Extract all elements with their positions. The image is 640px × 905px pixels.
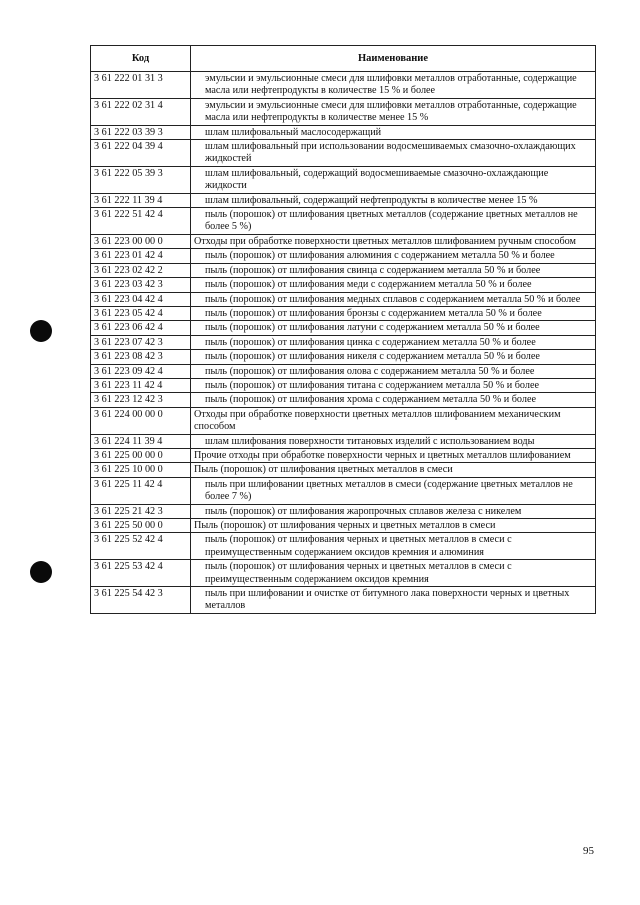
table-row — [91, 407, 596, 434]
waste-name: Отходы при обработке поверхности цветных металлов шлифованием ручным способом — [194, 235, 576, 247]
waste-name-cell — [191, 350, 596, 364]
waste-name-cell — [191, 477, 596, 504]
waste-name-cell — [191, 98, 596, 125]
waste-code: 3 61 224 00 00 0 — [91, 407, 191, 434]
waste-name: пыль (порошок) от шлифования медных сплавов с содержанием металла 50 % и более — [205, 293, 581, 305]
waste-code: 3 61 225 11 42 4 — [91, 477, 191, 504]
waste-name-cell — [191, 434, 596, 448]
waste-code: 3 61 223 09 42 4 — [91, 364, 191, 378]
waste-name: пыль (порошок) от шлифования цинка с содержанием металла 50 % и более — [205, 336, 536, 348]
waste-code: 3 61 225 53 42 4 — [91, 560, 191, 587]
table-row — [91, 125, 596, 139]
waste-name: шлам шлифовальный, содержащий нефтепродукты в количестве менее 15 % — [205, 194, 538, 206]
table-row — [91, 234, 596, 248]
waste-code: 3 61 222 51 42 4 — [91, 208, 191, 235]
waste-name: шлам шлифования поверхности титановых изделий с использованием воды — [205, 435, 535, 447]
table-header-row — [91, 46, 596, 72]
waste-code: 3 61 225 52 42 4 — [91, 533, 191, 560]
waste-name: пыль (порошок) от шлифования цветных металлов (содержание цветных металлов не более 5 %) — [205, 209, 578, 233]
table-row — [91, 434, 596, 448]
waste-name: пыль при шлифовании цветных металлов в смеси (содержание цветных металлов не более 7 %) — [205, 478, 573, 503]
waste-code: 3 61 223 02 42 2 — [91, 263, 191, 277]
waste-name-cell — [191, 335, 596, 349]
column-header-name: Наименование — [191, 46, 596, 72]
waste-name-cell — [191, 378, 596, 392]
table-row — [91, 292, 596, 306]
table-row — [91, 166, 596, 193]
waste-name-cell — [191, 407, 596, 434]
punch-hole — [30, 320, 52, 342]
waste-name: эмульсии и эмульсионные смеси для шлифовки металлов отработанные, содержащие масла или нефтепродукты в количестве 15 % и более — [205, 73, 577, 97]
waste-name-cell — [191, 533, 596, 560]
waste-name-cell — [191, 463, 596, 477]
page-number: 95 — [583, 845, 594, 857]
waste-name-cell — [191, 393, 596, 407]
waste-code: 3 61 223 07 42 3 — [91, 335, 191, 349]
waste-name-cell — [191, 321, 596, 335]
waste-name-cell — [191, 193, 596, 207]
table-row — [91, 560, 596, 587]
waste-code: 3 61 224 11 39 4 — [91, 434, 191, 448]
waste-name-cell — [191, 125, 596, 139]
waste-code: 3 61 222 01 31 3 — [91, 72, 191, 99]
waste-name: шлам шлифовальный при использовании водосмешиваемых смазочно-охлаждающих жидкостей — [205, 141, 576, 165]
table-row — [91, 448, 596, 462]
table-row — [91, 278, 596, 292]
table-row — [91, 463, 596, 477]
waste-code: 3 61 222 04 39 4 — [91, 140, 191, 167]
table-row — [91, 364, 596, 378]
waste-code: 3 61 225 10 00 0 — [91, 463, 191, 477]
waste-code: 3 61 225 50 00 0 — [91, 519, 191, 533]
waste-code: 3 61 223 00 00 0 — [91, 234, 191, 248]
waste-name: пыль (порошок) от шлифования титана с содержанием металла 50 % и более — [205, 379, 540, 391]
waste-code: 3 61 223 01 42 4 — [91, 249, 191, 263]
waste-code: 3 61 223 03 42 3 — [91, 278, 191, 292]
waste-name-cell — [191, 587, 596, 614]
waste-name: пыль (порошок) от шлифования никеля с содержанием металла 50 % и более — [205, 351, 540, 363]
waste-code: 3 61 223 12 42 3 — [91, 393, 191, 407]
waste-code: 3 61 223 06 42 4 — [91, 321, 191, 335]
waste-name: пыль при шлифовании и очистке от битумного лака поверхности черных и цветных металлов — [205, 588, 570, 612]
table-row — [91, 587, 596, 614]
waste-name: Пыль (порошок) от шлифования цветных металлов в смеси — [194, 464, 453, 476]
table-row — [91, 249, 596, 263]
waste-name: пыль (порошок) от шлифования черных и цветных металлов в смеси с преимущественным содержанием оксидов кремния и алюминия — [205, 534, 512, 558]
waste-name: шлам шлифовальный, содержащий водосмешиваемые смазочно-охлаждающие жидкости — [205, 167, 549, 192]
table-row — [91, 208, 596, 235]
waste-name: пыль (порошок) от шлифования меди с содержанием металла 50 % и более — [205, 279, 532, 291]
waste-code: 3 61 223 11 42 4 — [91, 378, 191, 392]
waste-code: 3 61 222 11 39 4 — [91, 193, 191, 207]
waste-code: 3 61 223 08 42 3 — [91, 350, 191, 364]
waste-name-cell — [191, 306, 596, 320]
table-row — [91, 98, 596, 125]
waste-name-cell — [191, 519, 596, 533]
waste-name-cell — [191, 166, 596, 193]
table-row — [91, 321, 596, 335]
waste-name-cell — [191, 560, 596, 587]
table-row — [91, 72, 596, 99]
waste-name-cell — [191, 249, 596, 263]
waste-name: пыль (порошок) от шлифования бронзы с содержанием металла 50 % и более — [205, 307, 542, 319]
table-row — [91, 378, 596, 392]
waste-code: 3 61 225 21 42 3 — [91, 504, 191, 518]
waste-name: Пыль (порошок) от шлифования черных и цветных металлов в смеси — [194, 520, 496, 531]
waste-name-cell — [191, 292, 596, 306]
waste-name: шлам шлифовальный маслосодержащий — [205, 126, 382, 138]
waste-name-cell — [191, 504, 596, 518]
waste-name-cell — [191, 364, 596, 378]
waste-code: 3 61 225 00 00 0 — [91, 448, 191, 462]
table-row — [91, 335, 596, 349]
waste-name: пыль (порошок) от шлифования алюминия с содержанием металла 50 % и более — [205, 250, 555, 262]
waste-code: 3 61 223 05 42 4 — [91, 306, 191, 320]
table-row — [91, 193, 596, 207]
waste-name-cell — [191, 448, 596, 462]
table-row — [91, 263, 596, 277]
table-row — [91, 533, 596, 560]
waste-code: 3 61 222 02 31 4 — [91, 98, 191, 125]
waste-name: пыль (порошок) от шлифования жаропрочных сплавов железа с никелем — [205, 505, 522, 517]
table-row — [91, 350, 596, 364]
waste-name-cell — [191, 263, 596, 277]
punch-hole — [30, 561, 52, 583]
waste-name-cell — [191, 208, 596, 235]
waste-name: Прочие отходы при обработке поверхности черных и цветных металлов шлифованием — [194, 449, 571, 461]
waste-name: пыль (порошок) от шлифования олова с содержанием металла 50 % и более — [205, 365, 535, 377]
waste-name: Отходы при обработке поверхности цветных металлов шлифованием механическим способом — [194, 408, 561, 433]
waste-codes-table — [90, 45, 596, 614]
waste-name: пыль (порошок) от шлифования черных и цветных металлов в смеси с преимущественным содержанием оксидов кремния — [205, 561, 512, 585]
waste-code: 3 61 223 04 42 4 — [91, 292, 191, 306]
waste-name: пыль (порошок) от шлифования хрома с содержанием металла 50 % и более — [205, 394, 537, 406]
waste-name-cell — [191, 140, 596, 167]
waste-name-cell — [191, 278, 596, 292]
table-row — [91, 504, 596, 518]
column-header-code: Код — [91, 46, 191, 72]
waste-name: эмульсии и эмульсионные смеси для шлифовки металлов отработанные, содержащие масла или нефтепродукты в количестве менее 15 % — [205, 99, 577, 124]
table-row — [91, 393, 596, 407]
table-row — [91, 140, 596, 167]
waste-code: 3 61 222 05 39 3 — [91, 166, 191, 193]
waste-name: пыль (порошок) от шлифования свинца с содержанием металла 50 % и более — [205, 264, 541, 276]
waste-name-cell — [191, 72, 596, 99]
waste-name: пыль (порошок) от шлифования латуни с содержанием металла 50 % и более — [205, 322, 540, 334]
table-row — [91, 519, 596, 533]
waste-code: 3 61 222 03 39 3 — [91, 125, 191, 139]
waste-name-cell — [191, 234, 596, 248]
table-row — [91, 306, 596, 320]
table-row — [91, 477, 596, 504]
waste-code: 3 61 225 54 42 3 — [91, 587, 191, 614]
